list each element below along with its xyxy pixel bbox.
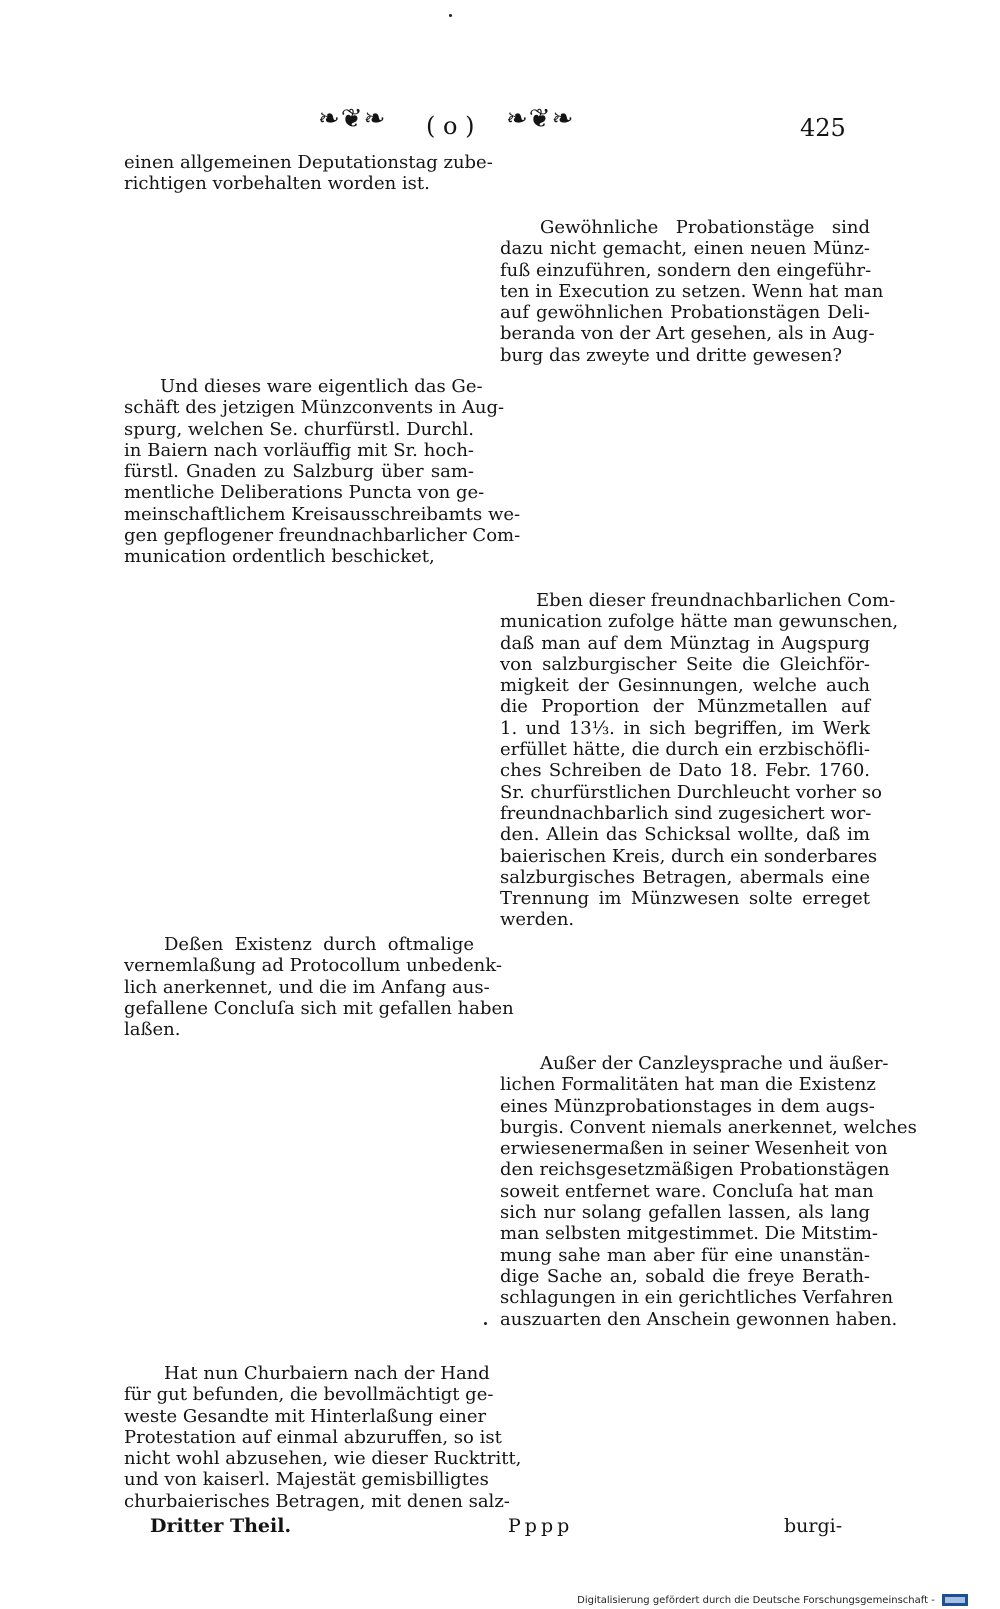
text-line: burg das zweyte und dritte gewesen? [500,344,843,366]
text-line: man selbsten mitgestimmet. Die Mitstim- [500,1223,879,1245]
dfg-logo [942,1594,968,1606]
text-line: Gewöhnliche Probationstäge sind [540,217,870,238]
text-line: fuß einzuführen, sondern den eingeführ- [500,259,872,281]
right-paragraph-1 [500,217,884,366]
text-line: dige Sache an, sobald die freye Berath- [500,1265,870,1287]
text-line: erfüllet hätte, die durch ein erzbischöfli- [500,739,870,761]
text-line: in Baiern nach vorläuffig mit Sr. hoch- [124,439,474,461]
text-line: dazu nicht gemacht, einen neuen Münz- [500,238,870,260]
text-line: auszuarten den Anschein gewonnen haben. [500,1308,898,1330]
text-line: die Proportion der Münzmetallen auf [500,696,870,718]
text-line: von salzburgischer Seite die Gleichför- [500,653,870,675]
text-line: schlagungen in ein gerichtliches Verfahren [500,1287,894,1309]
text-line: spurg, welchen Se. churfürstl. Durchl. [124,418,474,440]
text-line: daß man auf dem Münztag in Augspurg [500,632,870,654]
text-line: weste Gesandte mit Hinterlaßung einer [124,1405,487,1427]
text-line: ches Schreiben de Dato 18. Febr. 1760. [500,760,870,782]
text-line: Deßen Existenz durch oftmalige [164,934,474,955]
text-line: Sr. churfürstlichen Durchleucht vorher so [500,781,882,803]
text-line: für gut befunden, die bevollmächtigt ge- [124,1384,494,1406]
text-line: schäft des jetzigen Münzconvents in Aug- [124,397,505,419]
header-ornament-left: ❧❦❧ [318,104,387,134]
header-ornament-right: ❧❦❧ [506,104,575,134]
left-paragraph-2 [124,376,521,568]
text-line: Protestation auf einmal abzuruffen, so ist [124,1426,502,1448]
text-line: vernemlaßung ad Protocollum unbedenk- [124,955,502,977]
text-line: beranda von der Art gesehen, als in Aug- [500,323,875,345]
text-line: Hat nun Churbaiern nach der Hand [164,1363,490,1384]
left-paragraph-4 [124,1363,522,1512]
text-line: lich anerkennet, und die im Anfang aus- [124,976,490,998]
text-line: freundnachbarlich sind zugesichert wor- [500,802,872,824]
text-line: eines Münzprobationstages in dem augs- [500,1095,875,1117]
text-line: Eben dieser freundnachbarlichen Com- [536,590,896,611]
scan-speck [449,14,452,17]
text-line: richtigen vorbehalten worden ist. [124,173,430,195]
scan-speck [484,1322,487,1325]
left-paragraph-3 [124,934,514,1041]
text-line: migkeit der Gesinnungen, welche auch [500,675,870,697]
text-line: baierischen Kreis, durch ein sonderbares [500,845,878,867]
right-paragraph-2 [500,590,899,931]
text-line: und von kaiserl. Majestät gemisbilligtes [124,1469,489,1491]
text-line: churbaierisches Betragen, mit denen salz- [124,1490,510,1512]
text-line: laßen. [124,1019,181,1041]
text-line: auf gewöhnlichen Probationstägen Deli- [500,302,870,324]
credit-text: Digitalisierung gefördert durch die Deutsche Forschungsgemeinschaft - [577,1595,935,1606]
text-line: salzburgisches Betragen, abermals eine [500,866,870,888]
right-paragraph-3 [500,1053,917,1330]
text-line: nicht wohl abzusehen, wie dieser Rucktritt, [124,1448,522,1470]
text-line: Und dieses ware eigentlich das Ge- [160,376,483,397]
text-line: gen gepflogener freundnachbarlicher Com- [124,525,521,547]
text-line: meinschaftlichem Kreisausschreibamts we- [124,503,521,525]
folio-marker: ( o ) [426,112,475,140]
signature-mark: Pppp [508,1515,574,1537]
text-line: sich nur solang gefallen lassen, als lang [500,1202,870,1224]
text-line: ten in Execution zu setzen. Wenn hat man [500,280,884,302]
text-line: den. Allein das Schicksal wollte, daß im [500,824,870,846]
text-line: gefallene Concluſa sich mit gefallen haben [124,997,514,1019]
text-line: Trennung im Münzwesen solte erreget [500,888,870,910]
text-line: 1. und 13⅓. in sich begriffen, im Werk [500,717,870,739]
text-line: mentliche Deliberations Puncta von ge- [124,482,485,504]
signature-label: Dritter Theil. [150,1515,292,1537]
left-paragraph-1 [124,152,493,195]
text-line: werden. [500,909,575,931]
text-line: burgis. Convent niemals anerkennet, welches [500,1116,917,1138]
text-line: erwiesenermaßen in seiner Wesenheit von [500,1138,888,1160]
text-line: mung sahe man aber für eine unanstän- [500,1244,870,1266]
text-line: den reichsgesetzmäßigen Probationstägen [500,1159,890,1181]
digitization-credit [577,1594,968,1606]
text-line: lichen Formalitäten hat man die Existenz [500,1074,876,1096]
text-line: soweit entfernet ware. Concluſa hat man [500,1180,874,1202]
page-number: 425 [800,114,846,142]
text-line: munication ordentlich beschicket, [124,546,435,568]
text-line: munication zufolge hätte man gewunschen, [500,611,899,633]
catchword: burgi- [784,1515,843,1537]
text-line: fürstl. Gnaden zu Salzburg über sam- [124,461,474,483]
text-line: Außer der Canzleysprache und äußer- [540,1053,889,1074]
text-line: einen allgemeinen Deputationstag zube- [124,152,493,173]
